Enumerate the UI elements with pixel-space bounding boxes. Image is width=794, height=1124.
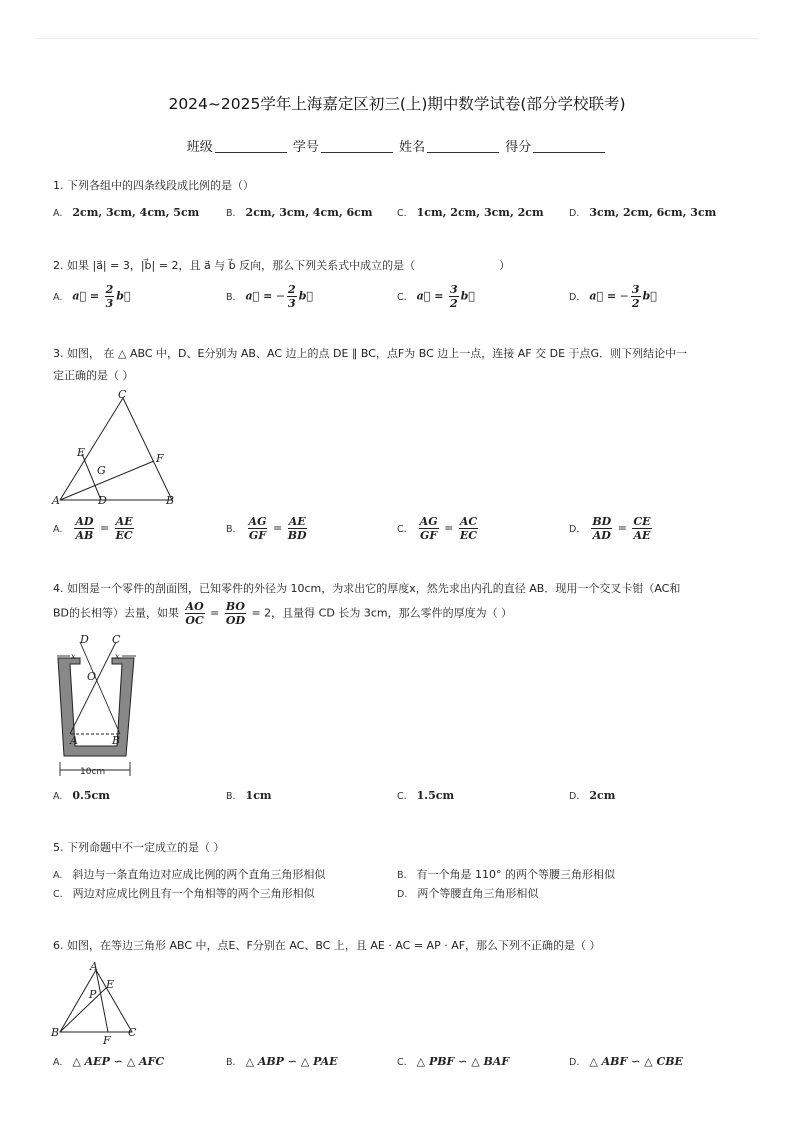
q2-option-c[interactable]: C. a⃗ = $\frac{3}{2}$ b⃗ (397, 283, 475, 310)
page-title: 2024~2025学年上海嘉定区初三(上)期中数学试卷(部分学校联考) (168, 95, 626, 113)
question-4-line-2: BD的长相等）去量，如果 $\frac{AO}{OC}$ = $\frac{BO}{OD}$ = 2，且量得 CD 长为 3cm，那么零件的厚度为（ ） (53, 600, 513, 627)
question-3-text: 3. 如图， 在 △ ABC 中，D、E分别为 AB、AC 边上的点 DE ∥ BC，点F为 BC 边上一点，连接 AF 交 DE 于点G．则下列结论中一 定正确的是（ ） (53, 347, 688, 382)
q3-option-d[interactable]: D. $\frac{BD}{AD}$ = $\frac{CE}{AE}$ (569, 515, 651, 542)
score-blank[interactable] (533, 140, 605, 153)
q2-option-d[interactable]: D. a⃗ = − $\frac{3}{2}$ b⃗ (569, 283, 657, 310)
question-4-line-1: 4. 如图是一个零件的剖面图，已知零件的外径为 10cm，为求出它的厚度x，然先求出内孔的直径 AB．现用一个交叉卡钳（AC和 (53, 582, 681, 595)
label-f: F (156, 452, 164, 465)
question-2-text: 2. 如果 |a⃗| = 3，|b⃗| = 2，且 a⃗ 与 b⃗ 反向，那么下列关系式中成立的是（ ） (53, 259, 511, 272)
number-blank[interactable] (321, 140, 393, 153)
question-6-text: 6. 如图，在等边三角形 ABC 中，点E、F分别在 AC、BC 上，且 AE · AC = AP · AF，那么下列不正确的是（ ） (53, 939, 601, 952)
q2d-fraction: $\frac{3}{2}$ (631, 283, 640, 310)
label-e: E (77, 446, 86, 459)
q6-option-d[interactable]: D. △ ABF ∽ △ CBE (569, 1055, 683, 1068)
label-f: F (103, 1034, 111, 1047)
label-b: B (166, 494, 175, 507)
q4-option-b[interactable]: B. 1cm (226, 789, 272, 802)
q1-option-c[interactable]: C. 1cm, 2cm, 3cm, 2cm (397, 206, 544, 219)
q5-option-b[interactable]: B. 有一个角是 110° 的两个等腰三角形相似 (397, 868, 616, 881)
q6-option-a[interactable]: A. △ AEP ∽ △ AFC (53, 1055, 165, 1068)
name-blank[interactable] (427, 140, 499, 153)
q5-option-d[interactable]: D. 两个等腰直角三角形相似 (397, 887, 539, 900)
q3-option-c[interactable]: C. $\frac{AG}{GF}$ = $\frac{AC}{EC}$ (397, 515, 478, 542)
label-d: D (80, 633, 89, 646)
q4-option-a[interactable]: A. 0.5cm (53, 789, 110, 802)
q1-option-a[interactable]: A. 2cm, 3cm, 4cm, 5cm (53, 206, 200, 219)
q3-option-b[interactable]: B. $\frac{AG}{GF}$ = $\frac{AE}{BD}$ (226, 515, 307, 542)
name-label: 姓名 (399, 140, 426, 155)
label-d: D (98, 494, 107, 507)
q3-option-a[interactable]: A. $\frac{AD}{AB}$ = $\frac{AE}{EC}$ (53, 515, 133, 542)
q1-option-d[interactable]: D. 3cm, 2cm, 6cm, 3cm (569, 206, 717, 219)
q5-option-c[interactable]: C. 两边对应成比例且有一个角相等的两个三角形相似 (53, 887, 315, 900)
q6-option-c[interactable]: C. △ PBF ∽ △ BAF (397, 1055, 510, 1068)
label-a: A (90, 960, 98, 973)
student-info-line (0, 136, 794, 155)
q3-triangle-figure (50, 388, 190, 510)
q4-option-d[interactable]: D. 2cm (569, 789, 616, 802)
segment-be (60, 988, 106, 1032)
label-x-right: x (115, 652, 120, 661)
score-label: 得分 (505, 140, 532, 155)
q6-option-b[interactable]: B. △ ABP ∽ △ PAE (226, 1055, 338, 1068)
caliper-arm-cb (70, 642, 116, 734)
number-label: 学号 (292, 140, 319, 155)
caliper-arm-da (80, 642, 120, 734)
label-p: P (89, 988, 97, 1001)
label-b: B (112, 734, 121, 747)
label-c: C (128, 1026, 137, 1039)
label-a: A (52, 494, 60, 507)
header-rule (36, 38, 758, 39)
question-5-text: 5. 下列命题中不一定成立的是（ ） (53, 841, 225, 854)
q2-option-a[interactable]: A. a⃗ = $\frac{2}{3}$ b⃗ (53, 283, 131, 310)
q4-option-c[interactable]: C. 1.5cm (397, 789, 455, 802)
label-o: O (87, 670, 97, 683)
triangle-abc (60, 970, 132, 1032)
label-c: C (118, 388, 127, 401)
label-x-left: x (71, 652, 76, 661)
q4-fraction-bo-od: $\frac{BO}{OD}$ (225, 600, 245, 627)
class-label: 班级 (186, 140, 213, 155)
label-e: E (106, 978, 115, 991)
q2a-fraction: $\frac{2}{3}$ (105, 283, 114, 310)
label-10cm: 10cm (80, 767, 106, 777)
label-g: G (97, 464, 106, 477)
label-a: A (70, 734, 78, 747)
label-c: C (112, 633, 121, 646)
q5-option-a[interactable]: A. 斜边与一条直角边对应成比例的两个直角三角形相似 (53, 868, 326, 881)
q2-option-b[interactable]: B. a⃗ = − $\frac{2}{3}$ b⃗ (226, 283, 313, 310)
q2c-fraction: $\frac{3}{2}$ (449, 283, 458, 310)
q4-fraction-ao-oc: $\frac{AO}{OC}$ (185, 600, 204, 627)
label-b: B (51, 1026, 60, 1039)
q2b-fraction: $\frac{2}{3}$ (288, 283, 296, 310)
class-blank[interactable] (215, 140, 287, 153)
q4-part-cross-section (52, 630, 162, 780)
q6-equilateral-figure (50, 960, 150, 1048)
question-1-text: 1. 下列各组中的四条线段成比例的是（） (53, 179, 254, 192)
q1-option-b[interactable]: B. 2cm, 3cm, 4cm, 6cm (226, 206, 373, 219)
segment-af (60, 461, 154, 500)
